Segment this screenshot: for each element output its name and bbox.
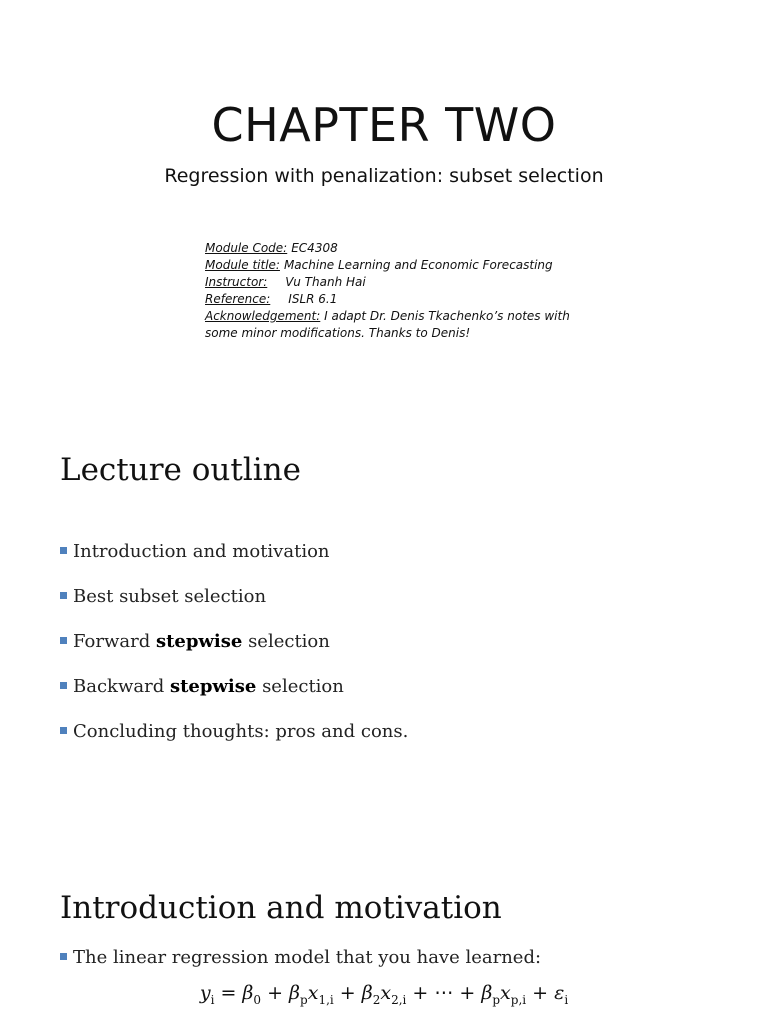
chapter-subtitle: Regression with penalization: subset selection bbox=[164, 165, 604, 187]
module-code-label: Module Code: bbox=[205, 241, 288, 255]
acknowledgement-text: I adapt Dr. Denis Tkachenko’s notes with some minor modifications. Thanks to Denis! bbox=[205, 309, 570, 340]
reference-row bbox=[205, 291, 575, 308]
intro-bullet-text: The linear regression model that you have learned: bbox=[73, 947, 542, 968]
acknowledgement-row bbox=[205, 308, 575, 342]
bullet-square-icon bbox=[60, 637, 67, 644]
bullet-square-icon bbox=[60, 682, 67, 689]
bullet-square-icon bbox=[60, 953, 67, 960]
regression-equation: $y_i = \beta_0 + \beta_px_{1,i} + \beta_2x_{2,i}$ + ⋯ + $\beta_px_{p,i} + \varepsilon_i$ bbox=[199, 982, 569, 1007]
acknowledgement-label: Acknowledgement: bbox=[205, 309, 321, 323]
instructor-value: Vu Thanh Hai bbox=[285, 275, 366, 289]
instructor-row bbox=[205, 274, 575, 291]
module-title-value: Machine Learning and Economic Forecasting bbox=[283, 258, 553, 272]
outline-heading: Lecture outline bbox=[60, 452, 301, 488]
instructor-label: Instructor: bbox=[205, 275, 268, 289]
intro-bullet bbox=[60, 946, 541, 970]
reference-label: Reference: bbox=[205, 292, 271, 306]
bullet-square-icon bbox=[60, 547, 67, 554]
intro-heading: Introduction and motivation bbox=[60, 890, 502, 926]
module-code-row bbox=[205, 240, 575, 257]
bullet-square-icon bbox=[60, 727, 67, 734]
bullet-square-icon bbox=[60, 592, 67, 599]
module-code-value: EC4308 bbox=[291, 241, 338, 255]
module-title-row bbox=[205, 257, 575, 274]
outline-list bbox=[60, 540, 408, 765]
chapter-title: CHAPTER TWO bbox=[211, 98, 557, 152]
list-item: Backward stepwise selection bbox=[60, 675, 408, 720]
list-item: Introduction and motivation bbox=[60, 540, 408, 585]
list-item: Forward stepwise selection bbox=[60, 630, 408, 675]
module-title-label: Module title: bbox=[205, 258, 280, 272]
list-item: Best subset selection bbox=[60, 585, 408, 630]
module-info bbox=[205, 240, 575, 342]
list-item: Concluding thoughts: pros and cons. bbox=[60, 720, 408, 765]
reference-value: ISLR 6.1 bbox=[288, 292, 338, 306]
